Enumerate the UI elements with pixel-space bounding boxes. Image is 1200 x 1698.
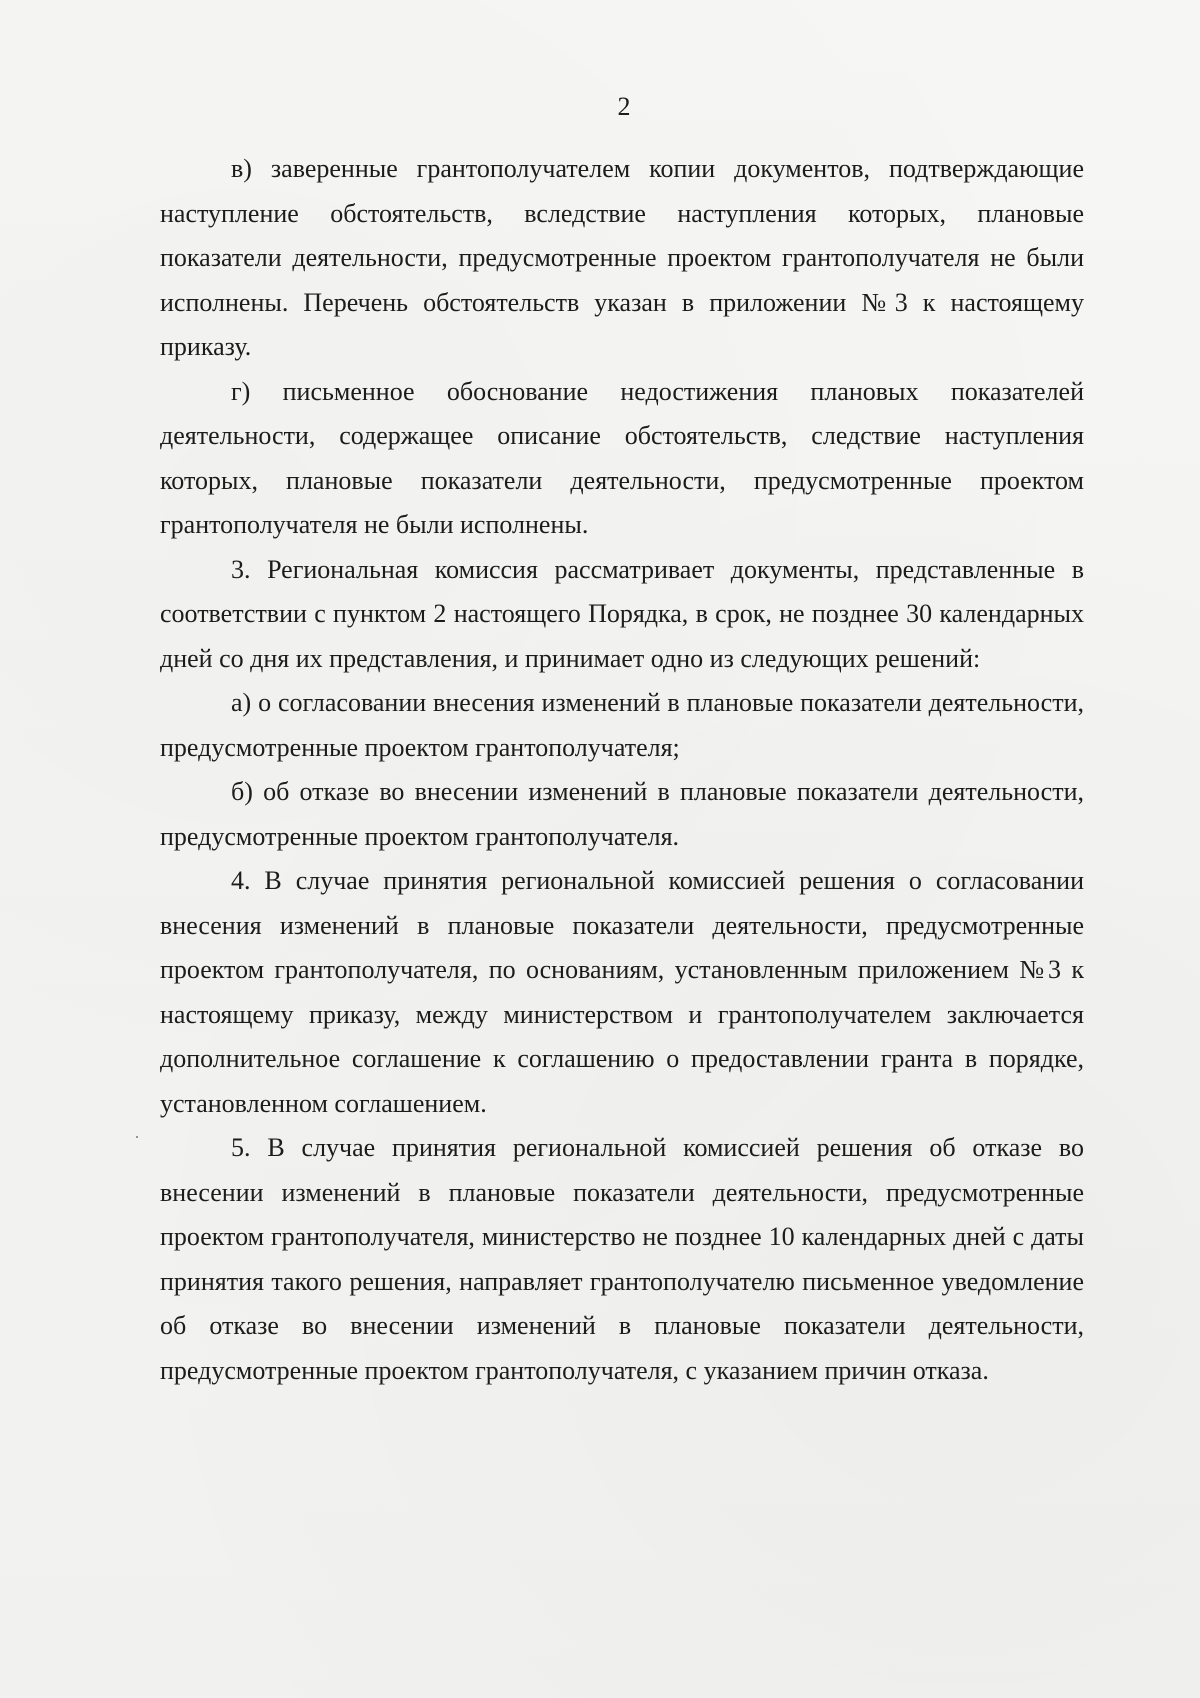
document-body [160, 147, 1084, 1393]
paragraph-3a: а) о согласовании внесения изменений в плановые показатели деятельности, предусмотренные проектом грантополучателя; [160, 688, 1084, 762]
paragraph-4: 4. В случае принятия региональной комиссией решения о согласовании внесения изменений в плановые показатели деятельности, предусмотренные проектом грантополучателя, по основаниям, установленным приложением №3 к настоящему приказу, между министерством и грантополучателем заключается дополнительное соглашение к соглашению о предоставлении гранта в порядке, установленном соглашением. [160, 866, 1084, 1118]
paragraph-5: 5. В случае принятия региональной комиссией решения об отказе во внесении изменений в плановые показатели деятельности, предусмотренные проектом грантополучателя, министерство не позднее 10 календарных дней с даты принятия такого решения, направляет грантополучателю письменное уведомление об отказе во внесении изменений в плановые показатели деятельности, предусмотренные проектом грантополучателя, с указанием причин отказа. [160, 1133, 1084, 1385]
page-number: 2 [617, 92, 631, 121]
paragraph-g: г) письменное обоснование недостижения плановых показателей деятельности, содержащее описание обстоятельств, следствие наступления которых, плановые показатели деятельности, предусмотренные проектом грантополучателя не были исполнены. [160, 376, 1084, 539]
paragraph-3b: б) об отказе во внесении изменений в плановые показатели деятельности, предусмотренные проектом грантополучателя. [160, 777, 1084, 851]
paragraph-3: 3. Региональная комиссия рассматривает документы, представленные в соответствии с пунктом 2 настоящего Порядка, в срок, не позднее 30 календарных дней со дня их представления, и принимает одно из следующих решений: [160, 554, 1084, 673]
scan-speck [136, 1136, 138, 1138]
paragraph-v: в) заверенные грантополучателем копии документов, подтверждающие наступление обстоятельств, вследствие наступления которых, плановые показатели деятельности, предусмотренные проектом грантополучателя не были исполнены. Перечень обстоятельств указан в приложении №3 к настоящему приказу. [160, 154, 1084, 361]
